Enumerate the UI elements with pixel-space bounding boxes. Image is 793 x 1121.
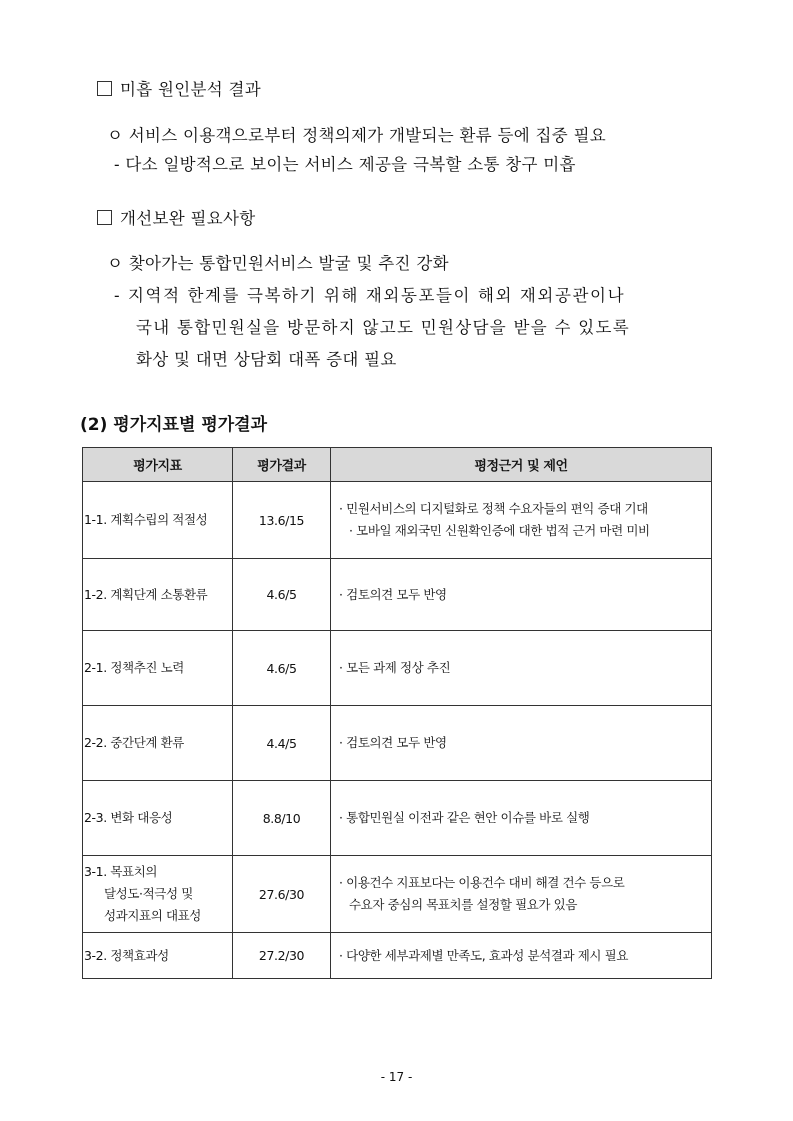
notes-cell xyxy=(331,856,712,933)
section-title: 미흡 원인분석 결과 xyxy=(120,80,262,99)
result-cell: 8.8/10 xyxy=(233,781,331,856)
section-title: 개선보완 필요사항 xyxy=(120,209,256,228)
notes-cell xyxy=(331,933,712,979)
indicator-cell-line: 성과지표의 대표성 xyxy=(104,908,201,923)
table-row xyxy=(83,631,712,706)
header-notes: 평정근거 및 제언 xyxy=(331,448,712,482)
table-title: (2) 평가지표별 평가결과 xyxy=(80,415,268,435)
result-cell: 4.6/5 xyxy=(233,559,331,631)
indicator-cell-line: 2-1. 정책추진 노력 xyxy=(84,660,184,675)
notes-cell xyxy=(331,706,712,781)
notes-cell xyxy=(331,631,712,706)
result-cell: 27.2/30 xyxy=(233,933,331,979)
indicator-cell xyxy=(83,631,233,706)
indicator-cell-line: 달성도·적극성 및 xyxy=(104,886,193,901)
page-number: - 17 - xyxy=(380,1070,413,1084)
header-result: 평가결과 xyxy=(233,448,331,482)
result-cell: 27.6/30 xyxy=(233,856,331,933)
notes-cell-line: · 모든 과제 정상 추진 xyxy=(339,660,451,675)
table-row xyxy=(83,559,712,631)
dash-line: - 다소 일방적으로 보이는 서비스 제공을 극복할 소통 창구 미흡 xyxy=(114,155,576,174)
indicator-cell xyxy=(83,706,233,781)
evaluation-table xyxy=(82,447,712,979)
notes-cell xyxy=(331,482,712,559)
text-line: 화상 및 대면 상담회 대폭 증대 필요 xyxy=(136,350,397,369)
indicator-cell xyxy=(83,781,233,856)
bullet-line: ㅇ 서비스 이용객으로부터 정책의제가 개발되는 환류 등에 집중 필요 xyxy=(107,126,607,145)
indicator-cell-line: 1-2. 계획단계 소통환류 xyxy=(84,586,208,602)
indicator-cell xyxy=(83,856,233,933)
result-cell: 13.6/15 xyxy=(233,482,331,559)
notes-cell-line: · 모바일 재외국민 신원확인증에 대한 법적 근거 마련 미비 xyxy=(349,523,650,538)
notes-cell xyxy=(331,781,712,856)
indicator-cell-line: 2-2. 중간단계 환류 xyxy=(84,735,184,750)
checkbox-square-icon xyxy=(97,210,112,225)
text-line: 국내 통합민원실을 방문하지 않고도 민원상담을 받을 수 있도록 xyxy=(136,318,631,337)
table-row xyxy=(83,706,712,781)
result-cell: 4.6/5 xyxy=(233,631,331,706)
notes-cell-line: · 검토의견 모두 반영 xyxy=(339,586,447,602)
section-heading xyxy=(97,76,261,100)
table-row xyxy=(83,933,712,979)
notes-cell-line: 수요자 중심의 목표치를 설정할 필요가 있음 xyxy=(349,897,578,912)
notes-cell xyxy=(331,559,712,631)
indicator-cell xyxy=(83,482,233,559)
indicator-cell-line: 3-1. 목표치의 xyxy=(84,864,158,879)
notes-cell-line: · 다양한 세부과제별 만족도, 효과성 분석결과 제시 필요 xyxy=(339,947,629,963)
notes-cell-line: · 민원서비스의 디지털화로 정책 수요자들의 편익 증대 기대 xyxy=(339,501,648,516)
bullet-line: ㅇ 찾아가는 통합민원서비스 발굴 및 추진 강화 xyxy=(107,254,449,273)
table-row xyxy=(83,856,712,933)
dash-line: - 지역적 한계를 극복하기 위해 재외동포들이 해외 재외공관이나 xyxy=(114,286,626,305)
indicator-cell-line: 3-2. 정책효과성 xyxy=(84,947,169,963)
indicator-cell-line: 2-3. 변화 대응성 xyxy=(84,810,173,825)
indicator-cell xyxy=(83,933,233,979)
indicator-cell xyxy=(83,559,233,631)
notes-cell-line: · 통합민원실 이전과 같은 현안 이슈를 바로 실행 xyxy=(339,810,590,825)
result-cell: 4.4/5 xyxy=(233,706,331,781)
table-row xyxy=(83,482,712,559)
checkbox-square-icon xyxy=(97,81,112,96)
notes-cell-line: · 이용건수 지표보다는 이용건수 대비 해결 건수 등으로 xyxy=(339,875,625,890)
table-row xyxy=(83,781,712,856)
header-indicator: 평가지표 xyxy=(83,448,233,482)
section-heading xyxy=(97,205,255,229)
notes-cell-line: · 검토의견 모두 반영 xyxy=(339,735,447,750)
indicator-cell-line: 1-1. 계획수립의 적절성 xyxy=(84,512,208,527)
table-header-row xyxy=(83,448,712,482)
